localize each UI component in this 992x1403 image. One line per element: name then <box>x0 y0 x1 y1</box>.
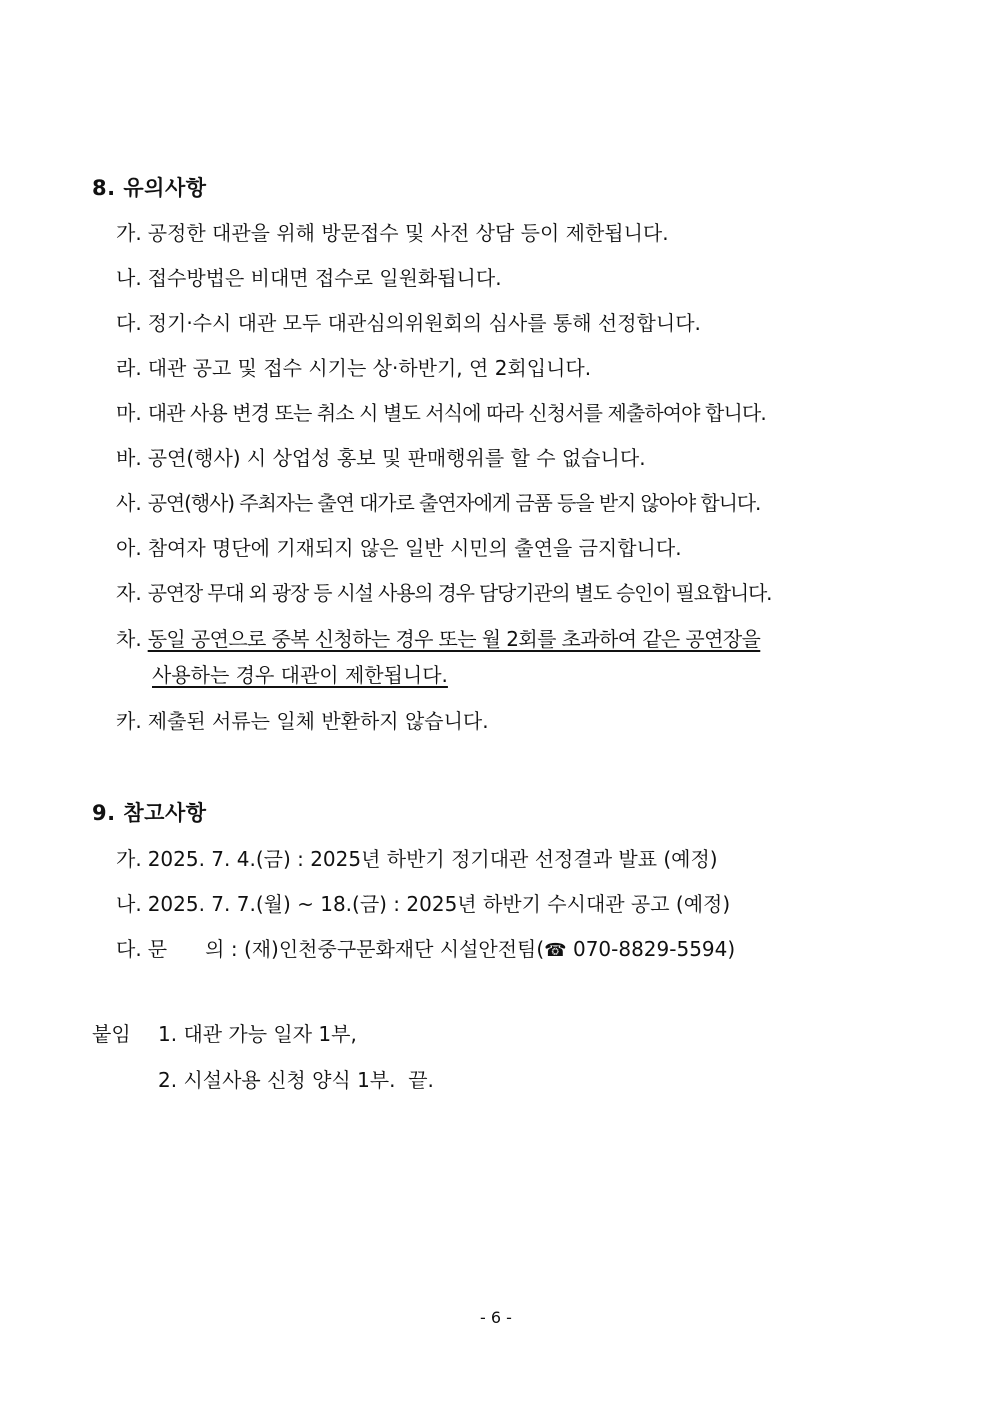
notice-item-ba <box>116 444 646 472</box>
item-text: 공연(행사) 주최자는 출연 대가로 출연자에게 금품 등을 받지 않아야 합니다. <box>147 491 761 515</box>
item-text: 2025. 7. 4.(금) : 2025년 하반기 정기대관 선정결과 발표 (예정) <box>147 847 718 871</box>
notice-item-da <box>116 309 701 337</box>
notice-item-sa <box>116 489 760 517</box>
item-marker: 차. <box>116 627 142 651</box>
item-marker: 다. <box>116 311 142 335</box>
item-text: 대관 공고 및 접수 시기는 상·하반기, 연 2회입니다. <box>147 356 592 380</box>
notice-item-ka <box>116 707 489 735</box>
item-marker: 나. <box>116 892 142 916</box>
item-marker: 카. <box>116 709 142 733</box>
section-9-title: 9. 참고사항 <box>92 801 207 825</box>
contact-label: 문 의 <box>147 937 225 961</box>
item-marker: 가. <box>116 221 142 245</box>
item-text: 공정한 대관을 위해 방문접수 및 사전 상담 등이 제한됩니다. <box>147 221 669 245</box>
item-text: 공연(행사) 시 상업성 홍보 및 판매행위를 할 수 없습니다. <box>147 446 646 470</box>
item-text: 동일 공연으로 중복 신청하는 경우 또는 월 2회를 초과하여 같은 공연장을 <box>147 627 761 651</box>
page-number: - 6 - <box>480 1308 512 1327</box>
item-marker: 아. <box>116 536 142 560</box>
item-marker: 라. <box>116 356 142 380</box>
item-marker: 바. <box>116 446 142 470</box>
notice-item-na <box>116 264 502 292</box>
item-text: 참여자 명단에 기재되지 않은 일반 시민의 출연을 금지합니다. <box>147 536 682 560</box>
contact-phone: 070-8829-5594) <box>566 937 736 961</box>
attachment-item-1: 1. 대관 가능 일자 1부, <box>158 1022 357 1046</box>
phone-icon: ☎ <box>544 940 567 961</box>
notice-item-a <box>116 534 682 562</box>
item-text: 공연장 무대 외 광장 등 시설 사용의 경우 담당기관의 별도 승인이 필요합니다. <box>147 581 772 605</box>
notice-item-ja <box>116 579 771 607</box>
contact-org: : (재)인천중구문화재단 시설안전팀( <box>224 937 545 961</box>
item-marker: 다. <box>116 937 142 961</box>
reference-item-na <box>116 890 730 918</box>
notice-item-ga <box>116 219 669 247</box>
item-text: 정기·수시 대관 모두 대관심의위원회의 심사를 통해 선정합니다. <box>147 311 701 335</box>
reference-item-da <box>116 935 735 965</box>
notice-item-cha <box>116 625 760 653</box>
notice-item-ra <box>116 354 591 382</box>
notice-item-ma <box>116 399 766 427</box>
item-text: 2025. 7. 7.(월) ~ 18.(금) : 2025년 하반기 수시대관 공고 (예정) <box>147 892 731 916</box>
item-marker: 마. <box>116 401 142 425</box>
section-8-title: 8. 유의사항 <box>92 176 207 200</box>
attachment-item-2: 2. 시설사용 신청 양식 1부. 끝. <box>158 1068 434 1092</box>
item-marker: 가. <box>116 847 142 871</box>
item-marker: 자. <box>116 581 142 605</box>
item-text: 대관 사용 변경 또는 취소 시 별도 서식에 따라 신청서를 제출하여야 합니다. <box>147 401 766 425</box>
item-marker: 사. <box>116 491 142 515</box>
reference-item-ga <box>116 845 718 873</box>
item-text: 제출된 서류는 일체 반환하지 않습니다. <box>147 709 489 733</box>
item-marker: 나. <box>116 266 142 290</box>
attachment-label: 붙임 <box>92 1022 131 1046</box>
notice-item-cha-continuation: 사용하는 경우 대관이 제한됩니다. <box>152 663 448 687</box>
item-text: 접수방법은 비대면 접수로 일원화됩니다. <box>147 266 502 290</box>
